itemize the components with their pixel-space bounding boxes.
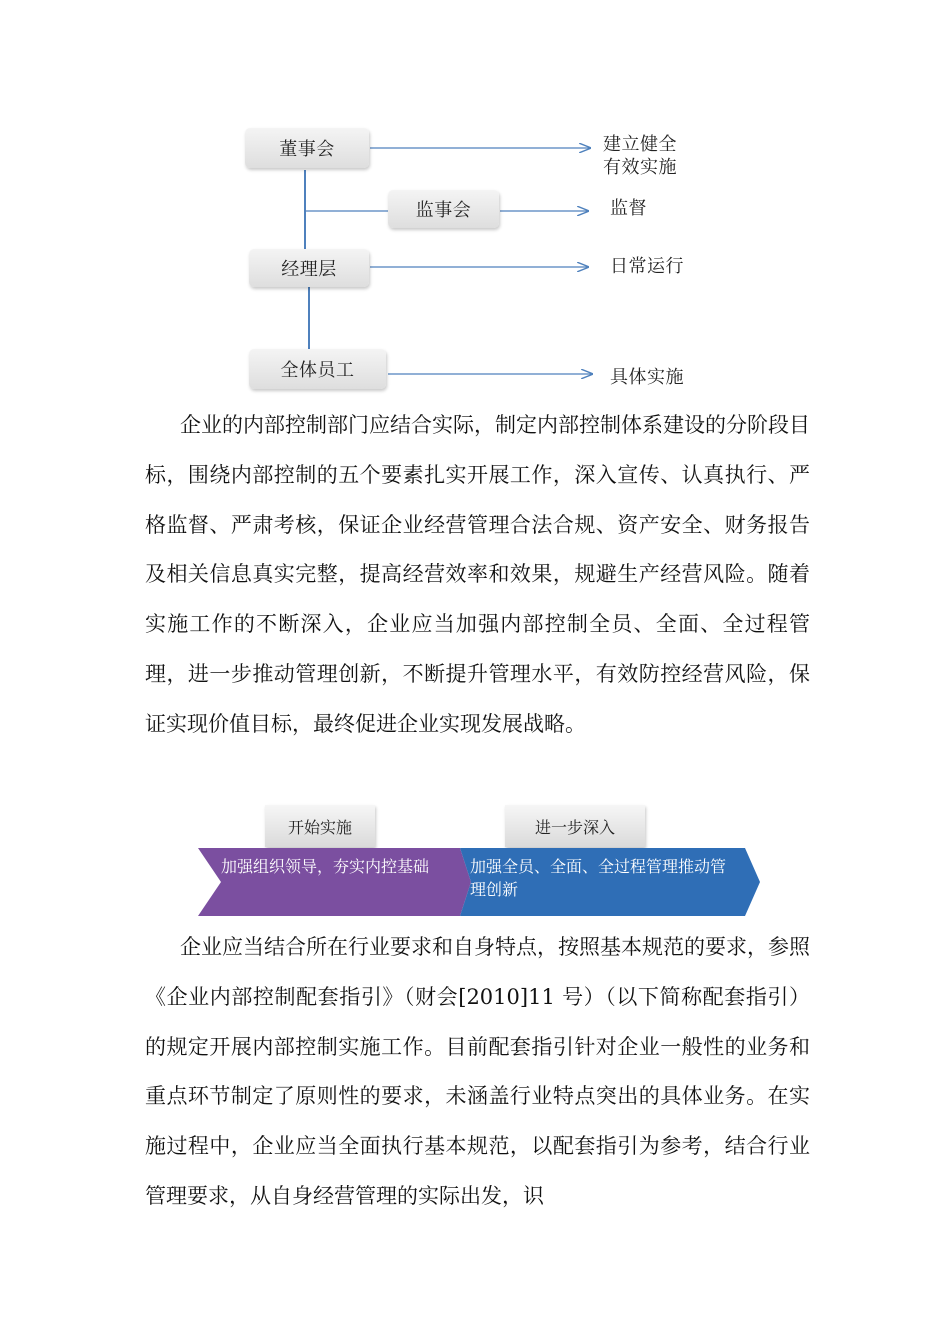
stage2-text <box>470 855 726 901</box>
stage1-tab-label: 开始实施 <box>287 817 352 837</box>
stage1-text: 加强组织领导，夯实内控基础 <box>221 857 430 876</box>
paragraph-1: 企业的内部控制部门应结合实际，制定内部控制体系建设的分阶段目标，围绕内部控制的五个要素扎实开展工作，深入宣传、认真执行、严格监督、严肃考核，保证企业经营管理合法合规、资产安全、财务报告及相关信息真实完整，提高经营效率和效果，规避生产经营风险。随着实施工作的不断深入，企业应当加强内部控制全员、全面、全过程管理，进一步推动管理创新，不断提升管理水平，有效防控经营风险，保证实现价值目标，最终促进企业实现发展战略。 <box>145 413 810 736</box>
board-outcome <box>603 133 677 179</box>
stage2-tab-label: 进一步深入 <box>534 817 615 837</box>
board-outcome-line1: 建立健全 <box>603 134 677 155</box>
board-box <box>245 128 369 168</box>
supervisors-box <box>388 190 499 228</box>
stage2-text-line1: 加强全员、全面、全过程管理推动管 <box>470 857 727 876</box>
all-staff-label: 全体员工 <box>280 360 355 381</box>
management-label: 经理层 <box>281 259 337 280</box>
paragraph-2: 企业应当结合所在行业要求和自身特点，按照基本规范的要求，参照《企业内部控制配套指引》（财会[2010]11 号）（以下简称配套指引）的规定开展内部控制实施工作。目前配套指引针对企业一般性的业务和重点环节制定了原则性的要求，未涵盖行业特点突出的具体业务。在实施过程中，企业应当全面执行基本规范，以配套指引为参考，结合行业管理要求，从自身经营管理的实际出发，识 <box>145 935 810 1208</box>
supervisors-label: 监事会 <box>415 200 472 221</box>
supervisors-outcome: 监督 <box>610 198 647 219</box>
all-staff-outcome: 具体实施 <box>610 367 684 388</box>
governance-diagram <box>0 0 950 400</box>
stage2-text-line2: 理创新 <box>470 880 519 899</box>
management-box <box>249 249 369 287</box>
all-staff-box <box>249 349 386 389</box>
board-label: 董事会 <box>279 139 335 160</box>
management-outcome: 日常运行 <box>610 256 684 277</box>
stage-diagram <box>0 795 950 925</box>
board-outcome-line2: 有效实施 <box>603 157 677 178</box>
